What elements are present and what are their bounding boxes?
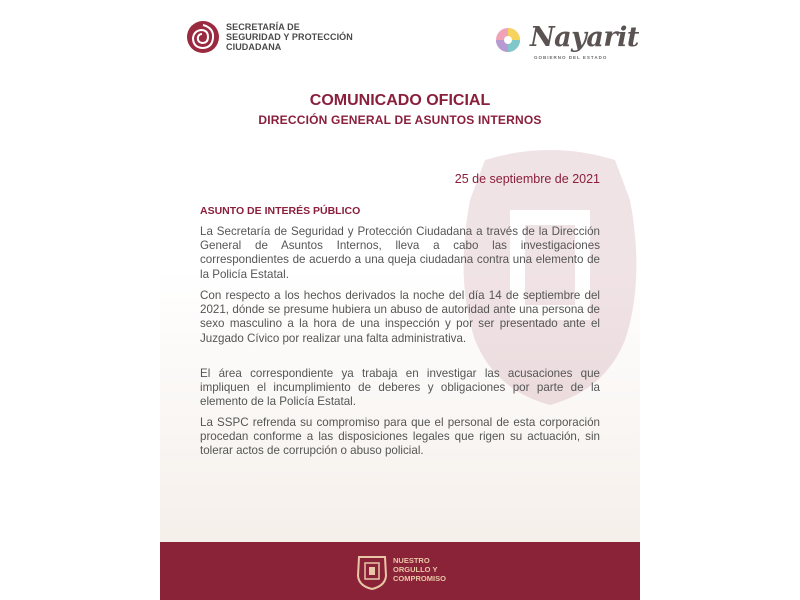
- org-line-1: SECRETARÍA DE: [226, 22, 300, 32]
- ssp-name: [226, 22, 353, 52]
- state-tagline: GOBIERNO DEL ESTADO: [534, 55, 608, 60]
- org-line-2: SEGURIDAD Y PROTECCIÓN: [226, 32, 353, 42]
- coat-of-arms-icon: [355, 554, 389, 590]
- document-subject: ASUNTO DE INTERÉS PÚBLICO: [200, 205, 361, 217]
- document-page: [160, 0, 640, 600]
- paragraph-2: Con respecto a los hechos derivados la noche del día 14 de septiembre del 2021, dónde se presume hubiera un abuso de autoridad ante una persona de sexo masculino a la hora de una inspección y por ser presentado ante el Juzgado Cívico por realizar una falta administrativa.: [200, 289, 600, 345]
- slogan-line-1: NUESTRO: [393, 556, 430, 565]
- paragraph-1: La Secretaría de Seguridad y Protección Ciudadana a través de la Dirección General de Asuntos Internos, lleva a cabo las investigaciones correspondientes de acuerdo a una queja ciudadana contra una elemento de la Policía Estatal.: [200, 225, 600, 281]
- paragraph-3: El área correspondiente ya trabaja en investigar las acusaciones que impliquen el incumplimiento de deberes y obligaciones por parte de la elemento de la Policía Estatal.: [200, 367, 600, 409]
- slogan-line-2: ORGULLO Y: [393, 565, 438, 574]
- footer-slogan: [393, 556, 446, 583]
- footer-band: [160, 542, 640, 600]
- rose-logo-icon: [186, 20, 220, 54]
- nayarit-swirl-icon: [494, 26, 522, 54]
- paragraph-4: La SSPC refrenda su compromiso para que el personal de esta corporación procedan conforme a las disposiciones legales que rigen su actuación, sin tolerar actos de corrupción o abuso policial.: [200, 416, 600, 458]
- nayarit-logo: [494, 14, 639, 64]
- ssp-logo: [186, 20, 353, 54]
- state-name: Nayarit: [530, 22, 639, 53]
- document-date: 25 de septiembre de 2021: [454, 172, 600, 186]
- page-title: COMUNICADO OFICIAL: [309, 92, 491, 109]
- page-subtitle: DIRECCIÓN GENERAL DE ASUNTOS INTERNOS: [258, 113, 542, 127]
- slogan-line-3: COMPROMISO: [393, 574, 446, 583]
- org-line-3: CIUDADANA: [226, 42, 282, 52]
